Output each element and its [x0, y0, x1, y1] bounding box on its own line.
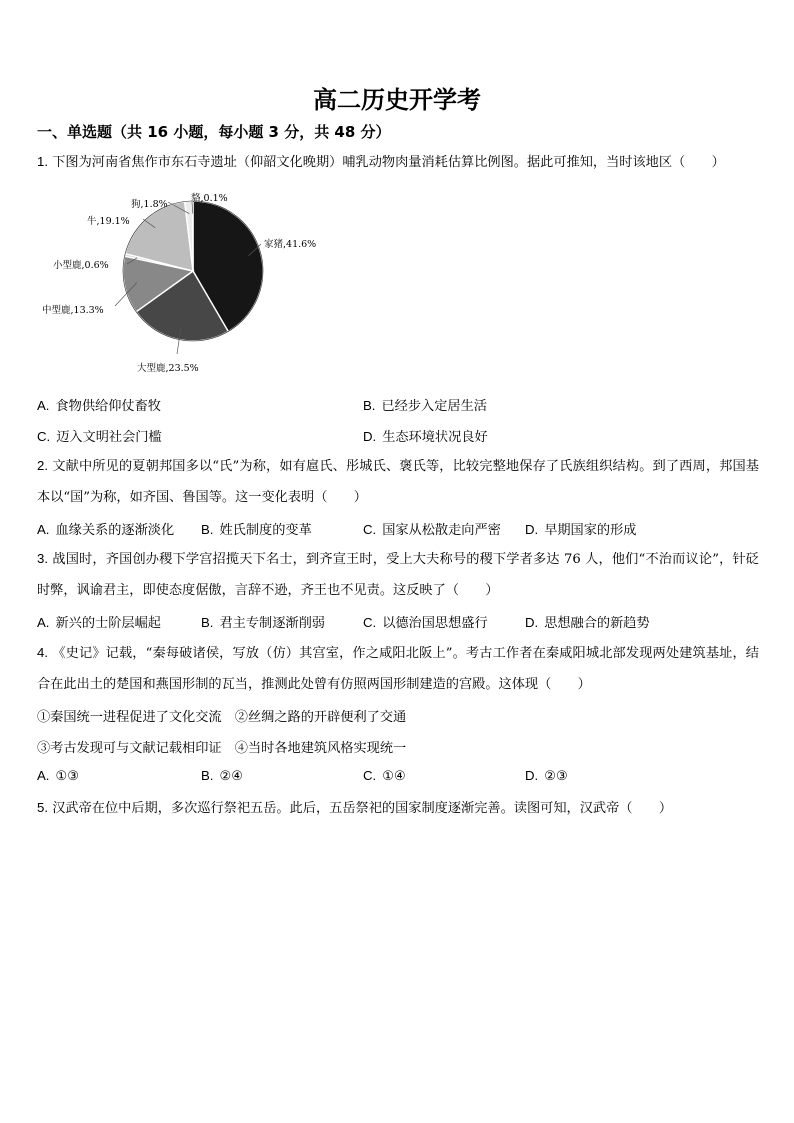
question-5 — [37, 792, 759, 824]
option-text: 血缘关系的逐渐淡化 — [55, 523, 175, 538]
option-a[interactable] — [37, 395, 161, 414]
question-text: 下图为河南省焦作市东石寺遗址（仰韶文化晚期）哺乳动物肉量消耗估算比例图。据此可推知，当时该地区（ ） — [52, 155, 725, 170]
pie-slice-label: 貉,0.1% — [191, 193, 228, 204]
pie-slice-label: 牛,19.1% — [87, 216, 130, 227]
option-d[interactable] — [525, 612, 650, 631]
option-text: 思想融合的新趋势 — [544, 616, 650, 631]
option-b[interactable] — [201, 768, 243, 784]
question-number: 1. — [37, 154, 48, 169]
option-d[interactable] — [525, 519, 637, 538]
pie-chart — [37, 182, 357, 382]
option-letter: A. — [37, 768, 50, 783]
option-letter: B. — [201, 768, 214, 783]
option-letter: A. — [37, 522, 50, 537]
option-text: 国家从松散走向严密 — [382, 523, 501, 538]
option-text: 迈入文明社会门槛 — [56, 430, 162, 445]
pie-slice-label: 狗,1.8% — [131, 199, 168, 210]
option-a[interactable] — [37, 519, 174, 538]
option-c[interactable] — [363, 612, 488, 631]
option-text: 早期国家的形成 — [544, 523, 637, 538]
option-letter: B. — [201, 615, 214, 630]
option-c[interactable] — [363, 519, 501, 538]
option-text: 已经步入定居生活 — [381, 399, 487, 414]
statement-line: ①秦国统一进程促进了文化交流 ②丝绸之路的开辟便利了交通 — [37, 710, 407, 725]
option-letter: B. — [201, 522, 214, 537]
question-number: 4. — [37, 645, 48, 660]
option-letter: B. — [363, 398, 376, 413]
question-4 — [37, 637, 759, 700]
question-number: 2. — [37, 458, 48, 473]
section-heading: 一、单选题（共 16 小题，每小题 3 分，共 48 分） — [37, 123, 391, 141]
option-letter: D. — [363, 429, 377, 444]
option-c[interactable] — [37, 426, 162, 445]
option-b[interactable] — [201, 612, 325, 631]
option-text: ②③ — [544, 769, 568, 784]
statement-line: ③考古发现可与文献记载相印证 ④当时各地建筑风格实现统一 — [37, 741, 407, 756]
question-text: 汉武帝在位中后期，多次巡行祭祀五岳。此后，五岳祭祀的国家制度逐渐完善。读图可知，汉武帝（ ） — [52, 801, 673, 816]
option-letter: A. — [37, 615, 50, 630]
option-text: ①③ — [55, 769, 80, 784]
option-text: 生态环境状况良好 — [382, 430, 488, 445]
question-2 — [37, 450, 759, 513]
option-a[interactable] — [37, 768, 79, 784]
option-d[interactable] — [363, 426, 488, 445]
option-text: 食物供给仰仗畜牧 — [55, 399, 161, 414]
question-text: 战国时，齐国创办稷下学宫招揽天下名士，到齐宣王时，受上大夫称号的稷下学者多达 76 人，他们“不治而议论”，针砭时弊，讽谕君主，即使态度倨傲，言辞不逊，齐王也不见责。这反映了（ ） — [37, 552, 759, 598]
option-text: ①④ — [382, 769, 406, 784]
option-letter: C. — [363, 522, 377, 537]
option-text: 姓氏制度的变革 — [219, 523, 312, 538]
option-text: ②④ — [219, 769, 244, 784]
option-b[interactable] — [201, 519, 312, 538]
question-text: 《史记》记载，“秦每破诸侯，写放（仿）其宫室，作之咸阳北阪上”。考古工作者在秦咸阳城北部发现两处建筑基址，结合在此出土的楚国和燕国形制的瓦当，推测此处曾有仿照两国形制建造的宫殿。这体现（ ） — [37, 646, 759, 692]
option-c[interactable] — [363, 768, 406, 784]
option-letter: C. — [363, 615, 377, 630]
question-text: 文献中所见的夏朝邦国多以“氏”为称，如有扈氏、彤城氏、褒氏等，比较完整地保存了氏族组织结构。到了西周，邦国基本以“国”为称，如齐国、鲁国等。这一变化表明（ ） — [37, 459, 759, 505]
option-letter: A. — [37, 398, 50, 413]
pie-slice-label: 小型鹿,0.6% — [53, 260, 109, 271]
option-letter: D. — [525, 615, 539, 630]
question-number: 3. — [37, 551, 48, 566]
option-letter: D. — [525, 522, 539, 537]
option-b[interactable] — [363, 395, 487, 414]
option-text: 新兴的士阶层崛起 — [55, 616, 161, 631]
option-a[interactable] — [37, 612, 161, 631]
pie-slice-label: 家猪,41.6% — [264, 239, 317, 250]
pie-slice-label: 中型鹿,13.3% — [42, 305, 104, 316]
question-3 — [37, 543, 759, 606]
question-1 — [37, 146, 759, 178]
question-number: 5. — [37, 800, 48, 815]
option-text: 君主专制逐渐削弱 — [219, 616, 325, 631]
option-letter: D. — [525, 768, 539, 783]
option-text: 以德治国思想盛行 — [382, 616, 488, 631]
option-letter: C. — [37, 429, 51, 444]
option-letter: C. — [363, 768, 377, 783]
pie-slice-label: 大型鹿,23.5% — [137, 363, 199, 374]
page-title: 高二历史开学考 — [313, 86, 481, 114]
option-d[interactable] — [525, 768, 568, 784]
